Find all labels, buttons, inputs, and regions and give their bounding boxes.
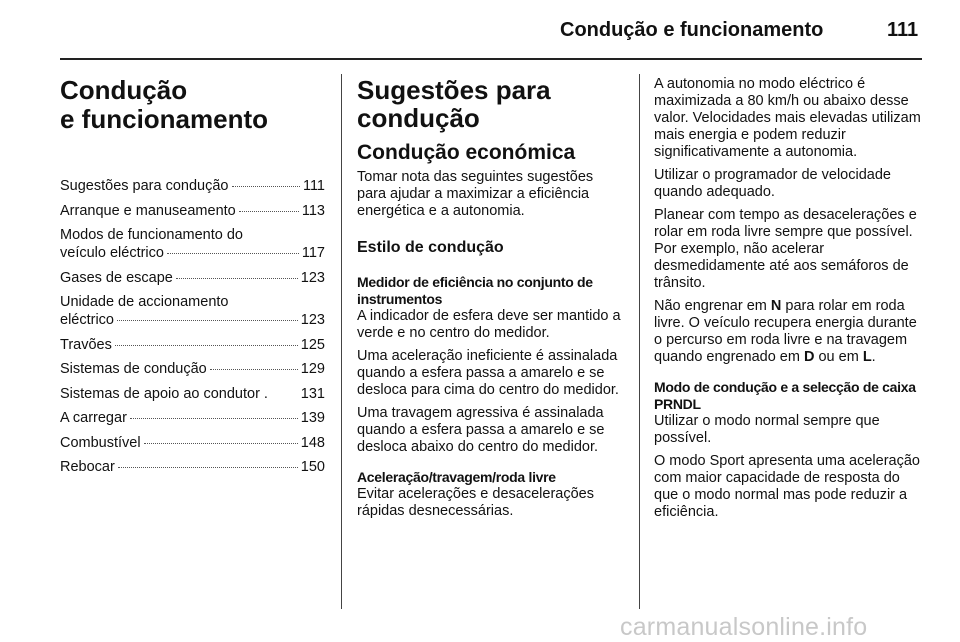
meter-paragraph: A indicador de esfera deve ser mantido a verde e no centro do medidor. bbox=[357, 308, 621, 341]
content-column-2 bbox=[654, 76, 924, 527]
column-divider-1 bbox=[341, 74, 342, 609]
toc-entry[interactable]: A carregar 139 bbox=[60, 410, 325, 426]
chapter-title-line2: e funcionamento bbox=[60, 104, 269, 134]
braking-paragraph: Uma travagem agressiva é assinalada quando a esfera passa a amarelo e se desloca abaixo do centro do medidor. bbox=[357, 405, 605, 455]
toc-entry[interactable]: Combustível 148 bbox=[60, 434, 325, 451]
toc-entry[interactable]: Gases de escape 123 bbox=[60, 269, 325, 286]
column-divider-2 bbox=[639, 74, 640, 609]
cruise-paragraph: Utilizar o programador de velocidade quando adequado. bbox=[654, 167, 891, 200]
driving-style-heading: Estilo de condução bbox=[357, 239, 504, 256]
chapter-column bbox=[60, 76, 325, 483]
toc-entry[interactable]: Rebocar 150 bbox=[60, 459, 325, 475]
toc-entry[interactable]: Travões 125 bbox=[60, 336, 325, 353]
intro-paragraph: Tomar nota das seguintes sugestões para ajudar a maximizar a eficiência energética e a autonomia. bbox=[357, 169, 594, 219]
toc-entry[interactable]: Arranque e manuseamento 113 bbox=[60, 202, 325, 219]
subsection-title: Condução económica bbox=[357, 141, 576, 164]
chapter-title-line1: Condução bbox=[60, 75, 188, 105]
neutral-paragraph: Não engrenar em N para rolar em roda livre. O veículo recupera energia durante o percurso em roda livre e na travagem quando engrenado em D ou em L. bbox=[654, 298, 917, 365]
toc-entry[interactable]: Modos de funcionamento do veículo eléctrico 117 bbox=[60, 227, 325, 261]
coasting-paragraph: Evitar acelerações e desacelerações rápidas desnecessárias. bbox=[357, 486, 594, 519]
watermark: carmanualsonline.info bbox=[620, 613, 868, 641]
toc-entry[interactable]: Sistemas de condução 129 bbox=[60, 361, 325, 377]
page-number: 111 bbox=[887, 19, 919, 41]
toc-entry[interactable]: Sistemas de apoio ao condutor . 131 bbox=[60, 385, 325, 402]
acceleration-paragraph: Uma aceleração ineficiente é assinalada quando a esfera passa a amarelo e se desloca para cima do centro do medidor. bbox=[357, 348, 619, 398]
efficiency-meter-heading: Medidor de eficiência no conjunto de instrumentos bbox=[357, 274, 593, 307]
chapter-title bbox=[60, 76, 325, 134]
table-of-contents bbox=[60, 177, 325, 476]
toc-entry[interactable]: Unidade de accionamento eléctrico 123 bbox=[60, 294, 325, 328]
running-header-title: Condução e funcionamento bbox=[560, 19, 824, 41]
toc-entry[interactable]: Sugestões para condução 111 bbox=[60, 178, 325, 194]
prndl-paragraph: Utilizar o modo normal sempre que possível. bbox=[654, 413, 880, 446]
planning-paragraph: Planear com tempo as desacelerações e rolar em roda livre sempre que possível. Por exemplo, não acelerar desmedidamente até aos semáforos de trânsito. bbox=[654, 207, 917, 291]
content-column-1 bbox=[357, 76, 624, 526]
header-rule bbox=[60, 58, 922, 60]
range-paragraph: A autonomia no modo eléctrico é maximizada a 80 km/h ou abaixo desse valor. Velocidades mais elevadas utilizam mais energia e podem reduzir significativamente a autonomia. bbox=[654, 76, 921, 160]
sport-mode-paragraph: O modo Sport apresenta uma aceleração com maior capacidade de resposta do que o modo normal mas pode reduzir a eficiência. bbox=[654, 453, 920, 520]
section-title: Sugestões para condução bbox=[357, 75, 551, 133]
prndl-heading: Modo de condução e a selecção de caixa PRNDL bbox=[654, 379, 916, 412]
coasting-heading: Aceleração/travagem/roda livre bbox=[357, 469, 556, 485]
